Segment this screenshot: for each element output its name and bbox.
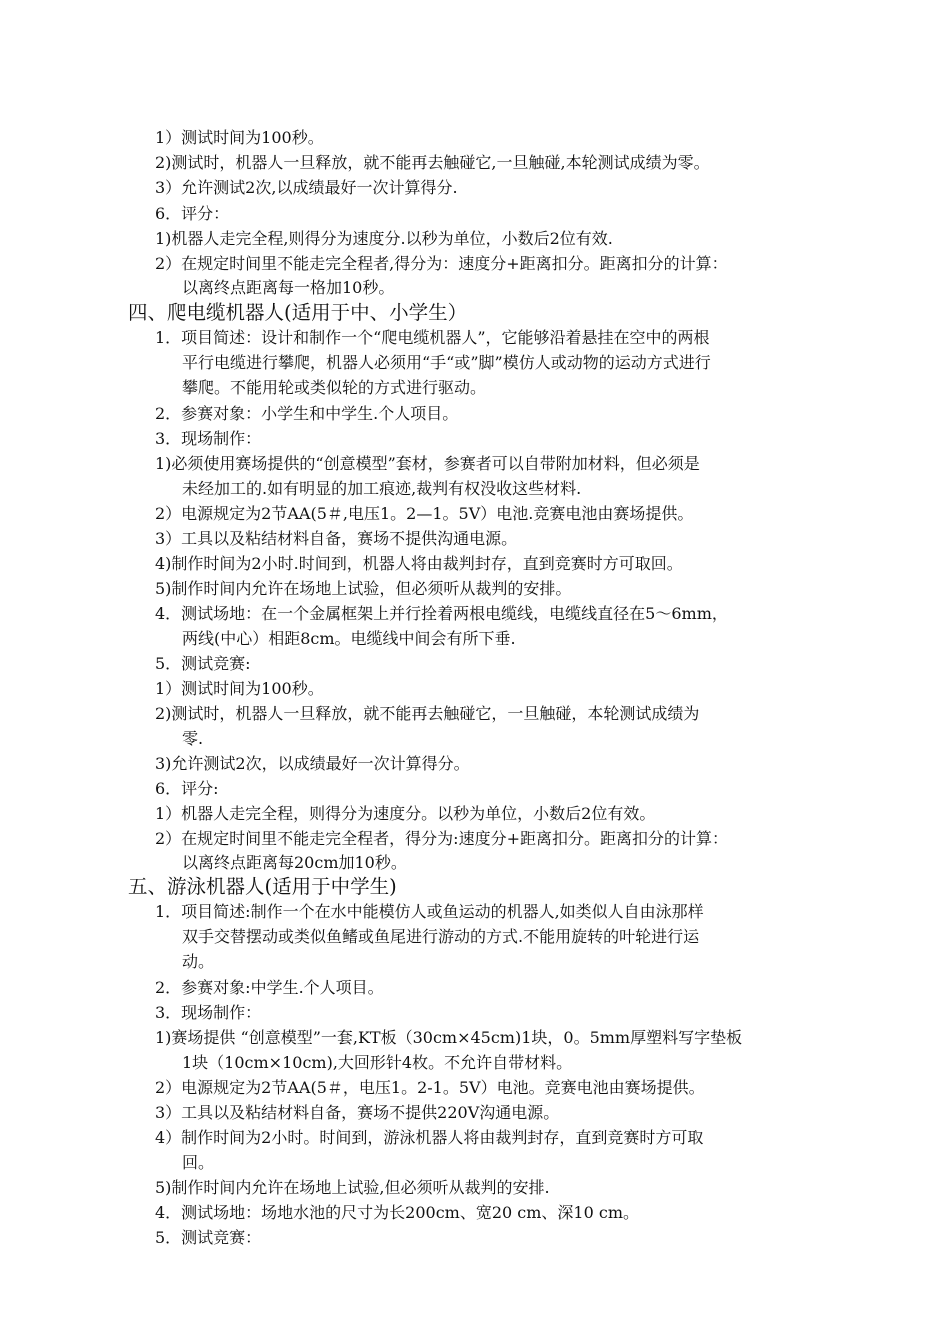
text-line: 回。 xyxy=(182,1153,215,1172)
text-line: 1)必须使用赛场提供的“创意模型”套材，参赛者可以自带附加材料，但必须是 xyxy=(155,454,700,473)
text-line: 4)制作时间为2小时.时间到，机器人将由裁判封存，直到竞赛时方可取回。 xyxy=(155,554,683,573)
text-line: 6．评分: xyxy=(155,779,219,798)
text-line: 以离终点距离每一格加10秒。 xyxy=(182,278,395,297)
text-line: 1)赛场提供 “创意模型”一套,KT板（30cm×45cm)1块，0。5mm厚塑料写字垫板 xyxy=(155,1028,743,1047)
text-line: 2）电源规定为2节AA(5＃,电压1。2—1。5V）电池.竞赛电池由赛场提供。 xyxy=(155,504,694,523)
text-line: 2）在规定时间里不能走完全程者，得分为:速度分+距离扣分。距离扣分的计算： xyxy=(155,829,728,848)
text-line: 4．测试场地：场地水池的尺寸为长200cm、宽20 cm、深10 cm。 xyxy=(155,1203,640,1222)
text-line: 1块（10cm×10cm),大回形针4枚。不允许自带材料。 xyxy=(182,1053,573,1072)
text-line: 以离终点距离每20cm加10秒。 xyxy=(182,853,407,872)
text-line: 5)制作时间内允许在场地上试验,但必须听从裁判的安排. xyxy=(155,1178,550,1197)
text-line: 2）在规定时间里不能走完全程者,得分为：速度分+距离扣分。距离扣分的计算： xyxy=(155,254,728,273)
section-heading: 五、游泳机器人(适用于中学生) xyxy=(128,875,397,898)
text-line: 1）机器人走完全程，则得分为速度分。以秒为单位，小数后2位有效。 xyxy=(155,804,656,823)
text-line: 双手交替摆动或类似鱼鳍或鱼尾进行游动的方式.不能用旋转的叶轮进行运 xyxy=(182,927,700,946)
text-line: 零. xyxy=(182,729,204,748)
section-heading: 四、爬电缆机器人(适用于中、小学生） xyxy=(128,301,468,324)
text-line: 1．项目简述:制作一个在水中能模仿人或鱼运动的机器人,如类似人自由泳那样 xyxy=(155,902,704,921)
text-line: 5．测试竞赛： xyxy=(155,1228,262,1247)
text-line: 2)测试时，机器人一旦释放，就不能再去触碰它，一旦触碰，本轮测试成绩为 xyxy=(155,704,700,723)
text-line: 1)机器人走完全程,则得分为速度分.以秒为单位，小数后2位有效. xyxy=(155,229,613,248)
text-line: 平行电缆进行攀爬，机器人必须用“手“或”脚”模仿人或动物的运动方式进行 xyxy=(182,353,711,372)
text-line: 两线(中心）相距8cm。电缆线中间会有所下垂. xyxy=(182,629,516,648)
text-line: 2)测试时，机器人一旦释放，就不能再去触碰它,一旦触碰,本轮测试成绩为零。 xyxy=(155,153,710,172)
text-line: 4．测试场地：在一个金属框架上并行拴着两根电缆线，电缆线直径在5～6mm， xyxy=(155,604,728,623)
text-line: 动。 xyxy=(182,952,215,971)
text-line: 2．参赛对象:中学生.个人项目。 xyxy=(155,978,384,997)
text-line: 3．现场制作： xyxy=(155,429,262,448)
text-line: 1．项目简述：设计和制作一个“爬电缆机器人”，它能够沿着悬挂在空中的两根 xyxy=(155,328,710,347)
text-line: 4）制作时间为2小时。时间到，游泳机器人将由裁判封存，直到竞赛时方可取 xyxy=(155,1128,704,1147)
text-line: 5．测试竞赛: xyxy=(155,654,251,673)
text-line: 未经加工的.如有明显的加工痕迹,裁判有权没收这些材料. xyxy=(182,479,582,498)
text-line: 3）允许测试2次,以成绩最好一次计算得分. xyxy=(155,178,458,197)
text-line: 3．现场制作： xyxy=(155,1003,262,1022)
text-line: 1）测试时间为100秒。 xyxy=(155,679,324,698)
text-line: 5)制作时间内允许在场地上试验，但必须听从裁判的安排。 xyxy=(155,579,572,598)
text-line: 3）工具以及粘结材料自备，赛场不提供沟通电源。 xyxy=(155,529,518,548)
text-line: 6．评分： xyxy=(155,204,230,223)
text-line: 1）测试时间为100秒。 xyxy=(155,128,324,147)
text-line: 2）电源规定为2节AA(5＃，电压1。2-1。5V）电池。竞赛电池由赛场提供。 xyxy=(155,1078,705,1097)
text-line: 3）工具以及粘结材料自备，赛场不提供220V沟通电源。 xyxy=(155,1103,560,1122)
text-line: 攀爬。不能用轮或类似轮的方式进行驱动。 xyxy=(182,378,487,397)
text-line: 3)允许测试2次，以成绩最好一次计算得分。 xyxy=(155,754,470,773)
text-line: 2．参赛对象：小学生和中学生.个人项目。 xyxy=(155,404,459,423)
